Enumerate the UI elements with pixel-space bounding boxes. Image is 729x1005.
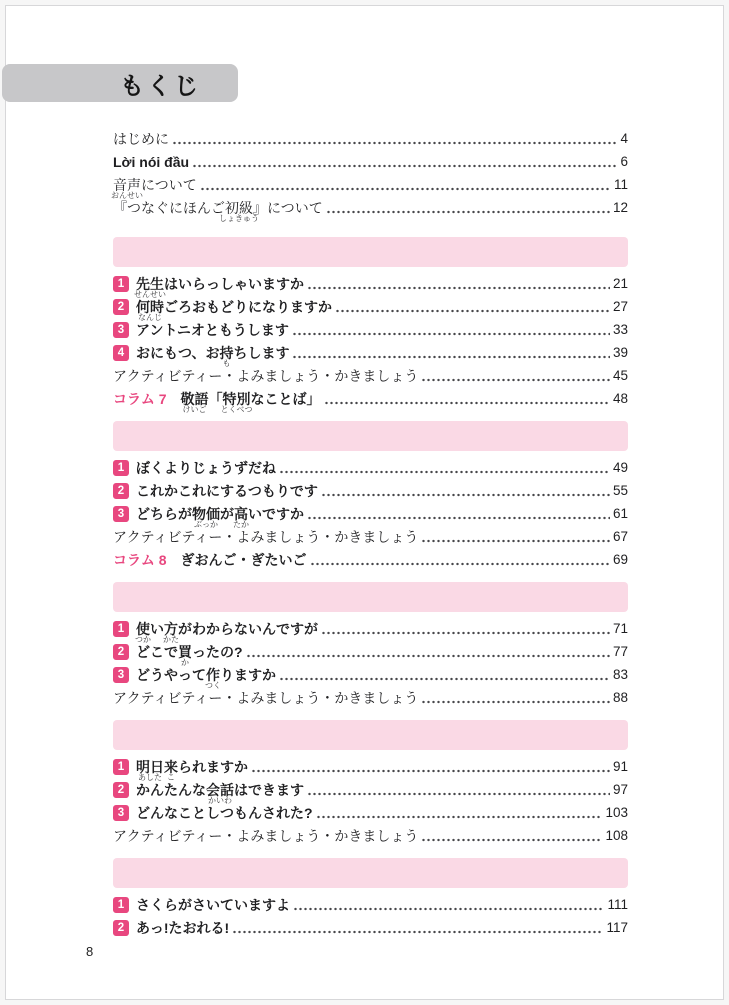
toc-row xyxy=(113,341,628,368)
dot-leader xyxy=(251,768,610,774)
item-title: 先生 せんせい はいらっしゃいますか xyxy=(134,275,304,299)
dot-leader xyxy=(292,331,610,337)
toc-row xyxy=(113,387,628,414)
dot-leader xyxy=(279,469,610,475)
item-title: 何時 なんじ ごろおもどりになりますか xyxy=(136,298,332,322)
item-page: 97 xyxy=(612,782,628,797)
toc-row xyxy=(113,893,628,916)
dot-leader xyxy=(246,653,610,659)
item-number-badge: 3 xyxy=(113,322,129,338)
item-page: 77 xyxy=(612,644,628,659)
dot-leader xyxy=(232,929,603,935)
toc-section xyxy=(113,720,628,847)
item-page: 27 xyxy=(612,299,628,314)
toc-section xyxy=(113,582,628,709)
toc-row xyxy=(113,916,628,939)
dot-leader xyxy=(192,163,617,169)
toc-row xyxy=(113,663,628,690)
item-number-badge: 1 xyxy=(113,759,129,775)
dot-leader xyxy=(421,377,610,383)
item-number-badge: 4 xyxy=(113,345,129,361)
item-title: Lời nói đầu xyxy=(113,153,190,170)
dot-leader xyxy=(310,561,610,567)
dot-leader xyxy=(335,308,610,314)
item-number-badge: 2 xyxy=(113,483,129,499)
item-number-badge: 3 xyxy=(113,805,129,821)
item-title: はじめに xyxy=(113,130,169,147)
page-title-box xyxy=(2,64,238,102)
dot-leader xyxy=(321,630,610,636)
item-title: これかこれにするつもりです xyxy=(136,482,318,499)
item-page: 61 xyxy=(612,506,628,521)
item-title: どんなことしつもんされた? xyxy=(136,804,313,821)
toc-row xyxy=(113,801,628,824)
ruby-base: 来 こ xyxy=(164,758,178,782)
item-number-badge: 2 xyxy=(113,920,129,936)
dot-leader xyxy=(421,538,610,544)
item-title: どうやって作 つく りますか xyxy=(136,666,276,690)
dot-leader xyxy=(292,354,610,360)
item-page: 91 xyxy=(612,759,628,774)
item-number-badge: 1 xyxy=(113,621,129,637)
toc-row xyxy=(113,456,628,479)
item-title: どこで買 か ったの? xyxy=(136,643,243,667)
furigana: も xyxy=(222,358,231,368)
item-number-badge: 3 xyxy=(113,506,129,522)
item-title: 使 つか い方 かた がわからないんですが xyxy=(135,620,318,644)
ruby-base: 何時 なんじ xyxy=(136,298,164,322)
column-label: コラム 8 xyxy=(113,551,167,568)
section-banner xyxy=(113,858,628,888)
dot-leader xyxy=(421,699,610,705)
item-page: 108 xyxy=(605,828,628,843)
dot-leader xyxy=(172,140,617,146)
toc-row xyxy=(113,755,628,782)
furigana: とくべつ xyxy=(220,404,253,414)
folio-page-number: 8 xyxy=(86,944,94,959)
toc-row xyxy=(113,364,628,387)
item-page: 33 xyxy=(612,322,628,337)
toc-row xyxy=(113,502,628,529)
item-title: あっ!たおれる! xyxy=(136,919,230,936)
toc-row xyxy=(113,127,628,150)
toc-row xyxy=(113,548,628,571)
dot-leader xyxy=(293,906,604,912)
page-title: もくじ xyxy=(120,72,201,100)
ruby-base: 買 か xyxy=(178,643,192,667)
item-page: 6 xyxy=(620,154,628,169)
dot-leader xyxy=(316,814,603,820)
column-label: コラム 7 xyxy=(113,390,167,407)
dot-leader xyxy=(279,676,610,682)
item-page: 12 xyxy=(612,200,628,215)
toc-row xyxy=(113,778,628,805)
item-page: 49 xyxy=(612,460,628,475)
dot-leader xyxy=(324,400,610,406)
toc-row xyxy=(111,173,628,200)
item-number-badge: 1 xyxy=(113,276,129,292)
item-page: 88 xyxy=(612,690,628,705)
toc-section xyxy=(113,237,628,414)
ruby-base: 物価 ぶっか xyxy=(192,505,220,529)
ruby-base: 先生 せんせい xyxy=(134,275,166,299)
section-banner xyxy=(113,720,628,750)
furigana: たか xyxy=(233,519,249,529)
item-page: 39 xyxy=(612,345,628,360)
toc-sections xyxy=(113,237,628,939)
furigana: なんじ xyxy=(138,312,162,322)
toc-row xyxy=(113,640,628,667)
section-banner xyxy=(113,421,628,451)
ruby-base: 作 つく xyxy=(205,666,221,690)
dot-leader xyxy=(307,791,610,797)
item-title: アクティビティー・よみましょう・かきましょう xyxy=(113,827,419,844)
item-title: ぎおんご・ぎたいご xyxy=(180,551,307,568)
dot-leader xyxy=(421,837,602,843)
toc-row xyxy=(113,295,628,322)
dot-leader xyxy=(200,186,611,192)
item-page: 111 xyxy=(607,897,628,912)
dot-leader xyxy=(307,515,610,521)
item-number-badge: 1 xyxy=(113,897,129,913)
item-number-badge: 1 xyxy=(113,460,129,476)
item-title: おにもつ、お持 も ちします xyxy=(136,344,290,368)
item-title: 音声 おんせい について xyxy=(111,176,197,200)
item-page: 21 xyxy=(612,276,628,291)
toc-row xyxy=(113,196,628,223)
ruby-base: 初級 しょきゅう xyxy=(219,199,259,223)
toc-row xyxy=(113,686,628,709)
item-page: 45 xyxy=(612,368,628,383)
furigana: かいわ xyxy=(208,795,232,805)
ruby-base: 高 たか xyxy=(233,505,249,529)
item-page: 48 xyxy=(612,391,628,406)
dot-leader xyxy=(326,209,610,215)
toc-row xyxy=(113,617,628,644)
ruby-base: 持 も xyxy=(219,344,234,368)
toc-section xyxy=(113,858,628,939)
toc-section xyxy=(113,421,628,571)
toc-row xyxy=(113,150,628,173)
furigana: つく xyxy=(205,680,221,690)
item-page: 71 xyxy=(612,621,628,636)
toc-row xyxy=(113,318,628,341)
item-title: さくらがさいていますよ xyxy=(136,896,290,913)
item-page: 117 xyxy=(606,920,628,935)
furigana: かた xyxy=(163,634,179,644)
furigana: こ xyxy=(167,772,175,782)
ruby-base: 会話 かいわ xyxy=(206,781,234,805)
item-title: どちらが物価 ぶっか が高 たか いですか xyxy=(136,505,304,529)
item-title: 明日 あした 来 こ られますか xyxy=(136,758,248,782)
dot-leader xyxy=(321,492,610,498)
section-banner xyxy=(113,237,628,267)
section-banner xyxy=(113,582,628,612)
furigana: ぶっか xyxy=(194,519,218,529)
toc-row xyxy=(113,272,628,299)
item-title: アントニオともうします xyxy=(136,321,289,338)
ruby-base: 使 つか xyxy=(135,620,151,644)
front-matter-list xyxy=(111,127,628,223)
furigana: けいご xyxy=(182,404,207,414)
ruby-base: 方 かた xyxy=(163,620,179,644)
item-number-badge: 2 xyxy=(113,782,129,798)
furigana: つか xyxy=(135,634,151,644)
item-title: アクティビティー・よみましょう・かきましょう xyxy=(113,528,419,545)
ruby-base: 音声 おんせい xyxy=(111,176,143,200)
furigana: か xyxy=(181,657,189,667)
toc-row xyxy=(113,824,628,847)
item-title: 『つなぐにほんご初級 しょきゅう 』について xyxy=(113,199,323,223)
item-page: 55 xyxy=(612,483,628,498)
item-number-badge: 3 xyxy=(113,667,129,683)
ruby-base: 特別 とくべつ xyxy=(220,390,253,414)
item-page: 4 xyxy=(620,131,628,146)
toc-row xyxy=(113,479,628,502)
item-number-badge: 2 xyxy=(113,299,129,315)
item-title: ぼくよりじょうずだね xyxy=(136,459,276,476)
furigana: おんせい xyxy=(111,190,143,200)
item-number-badge: 2 xyxy=(113,644,129,660)
item-title: アクティビティー・よみましょう・かきましょう xyxy=(113,367,419,384)
item-page: 67 xyxy=(612,529,628,544)
ruby-base: 敬語 けいご xyxy=(180,390,209,414)
furigana: せんせい xyxy=(134,289,166,299)
furigana: あした xyxy=(138,772,162,782)
item-page: 11 xyxy=(613,177,628,192)
item-title: 敬語 けいご 「特別 とくべつ なことば」 xyxy=(180,390,321,414)
toc-row xyxy=(113,525,628,548)
item-page: 103 xyxy=(605,805,628,820)
item-page: 83 xyxy=(612,667,628,682)
item-title: かんたんな会話 かいわ はできます xyxy=(136,781,304,805)
item-title: アクティビティー・よみましょう・かきましょう xyxy=(113,689,419,706)
ruby-base: 明日 あした xyxy=(136,758,164,782)
item-page: 69 xyxy=(612,552,628,567)
furigana: しょきゅう xyxy=(219,213,259,223)
dot-leader xyxy=(307,285,610,291)
